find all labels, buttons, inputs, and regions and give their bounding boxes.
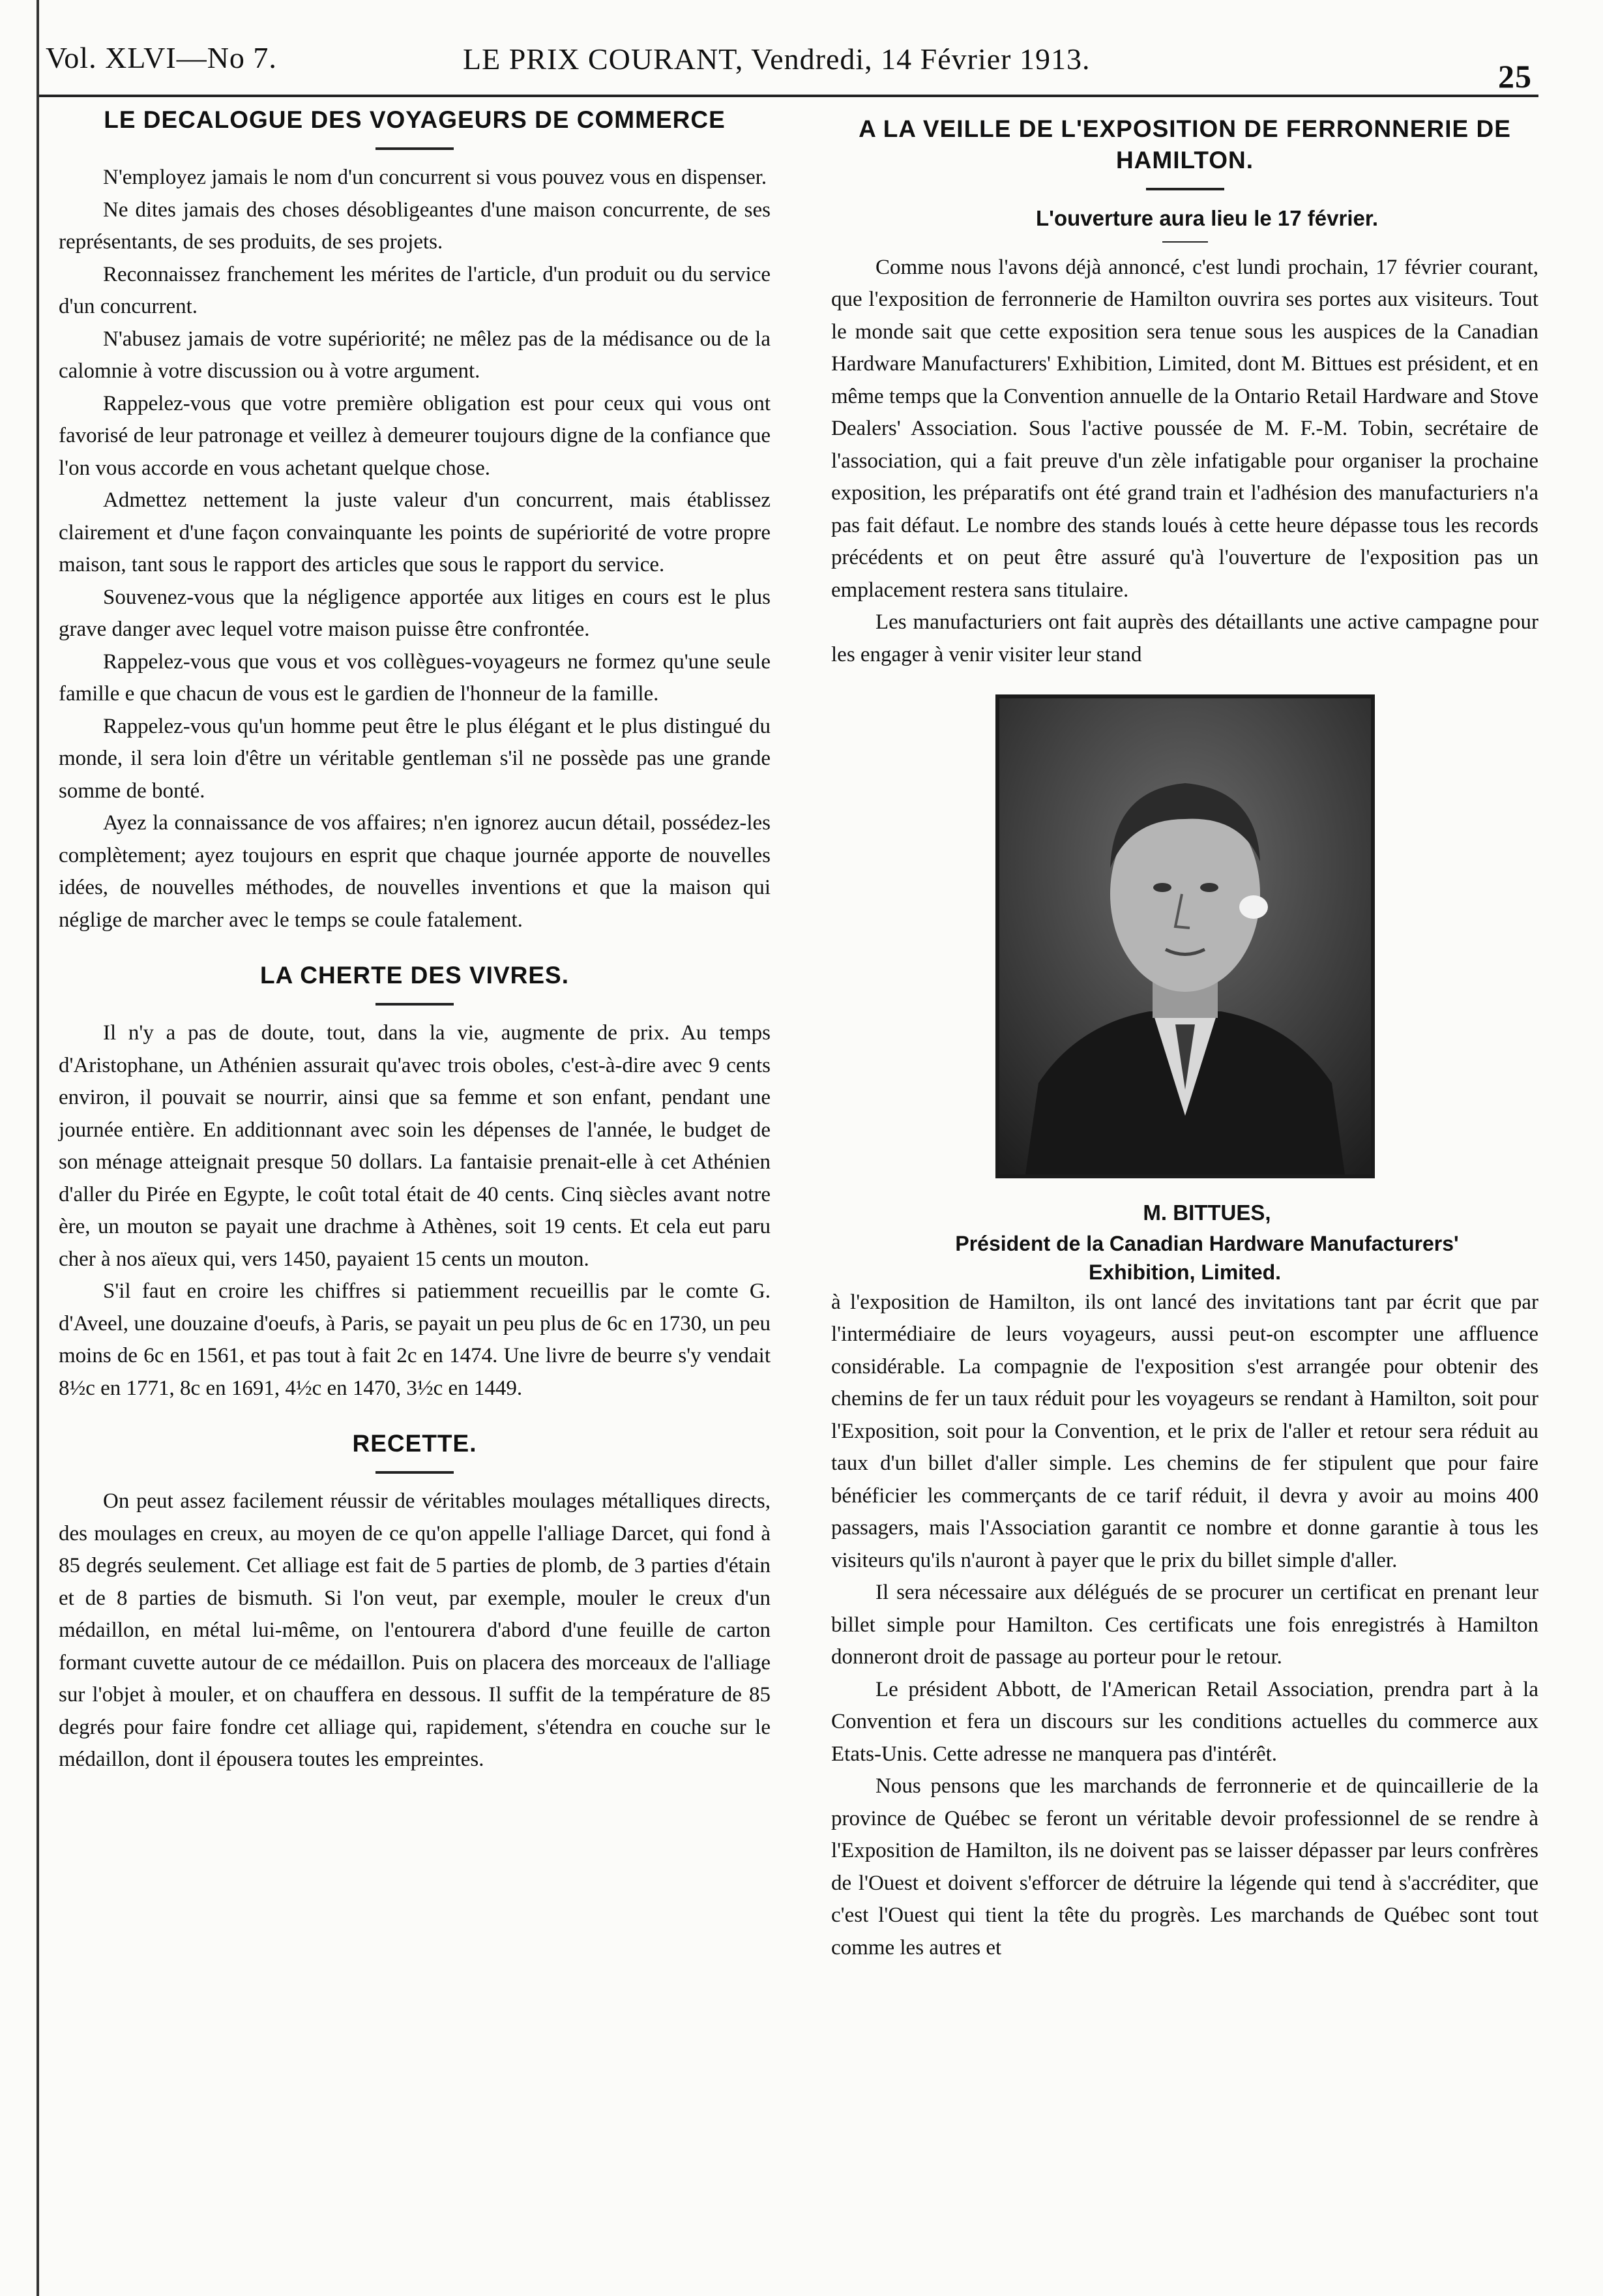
photo-caption-name: M. BITTUES, [1143, 1200, 1271, 1225]
photo-caption-title: Président de la Canadian Hardware Manufacturers' Exhibition, Limited. [955, 1231, 1459, 1284]
portrait-photo [995, 694, 1375, 1178]
heading-rule [375, 1003, 454, 1006]
page-number: 25 [1498, 58, 1532, 95]
subheading-rule [1162, 241, 1208, 243]
exposition-paragraph: à l'exposition de Hamilton, ils ont lancé des invitations tant par écrit que par l'intermédiaire de leurs voyageurs, aussi peut-on escompter une affluence considérable. La compagnie de l'exposition s'est arrangée pour obtenir des chemins de fer un taux réduit pour les voyageurs se rendant à Hamilton, soit pour l'Exposition, soit pour la Convention, et le prix de l'aller et retour sera réduit au taux d'un billet d'aller simple. Les chemins de fer stipulent que pour faire bénéficier les commerçants de ce tarif réduit, il devra y avoir au moins 400 passagers, mais l'Association garantit ce nombre et donne garantie à tous les visiteurs qu'ils n'auront à payer que le prix du billet simple d'aller. [831, 1290, 1538, 1572]
exposition-paragraph: Les manufacturiers ont fait auprès des détaillants une active campagne pour les engager à venir visiter leur stand [831, 610, 1538, 666]
decalogue-paragraph: Rappelez-vous que vous et vos collègues-voyageurs ne formez qu'une seule famille e que chacun de vous est le gardien de l'honneur de la famille. [59, 649, 771, 706]
recette-paragraph: On peut assez facilement réussir de véritables moulages métalliques directs, des moulages en creux, au moyen de ce qu'on appelle l'alliage Darcet, qui fond à 85 degrés seulement. Cet alliage est fait de 5 parties de plomb, de 3 parties d'étain et de 8 parties de bismuth. Si l'on veut, par exemple, mouler le creux d'un médaillon, en métal lui-même, on l'entourera d'abord d'une feuille de carton formant cuvette autour de ce médaillon. Puis on placera des morceaux de l'alliage sur l'objet à mouler, et on chauffera en dessous. Il suffit de la température de 85 degrés pour faire fondre cet alliage qui, rapidement, s'étendra en couche sur le médaillon, dont il épousera toutes les empreintes. [59, 1489, 771, 1771]
recette-heading: RECETTE. [352, 1430, 477, 1457]
header-divider [39, 95, 1538, 97]
exposition-heading: A LA VEILLE DE L'EXPOSITION DE FERRONNERIE DE HAMILTON. [859, 115, 1511, 173]
decalogue-paragraph: Souvenez-vous que la négligence apportée aux litiges en cours est le plus grave danger avec lequel votre maison puisse être confrontée. [59, 585, 771, 641]
cherte-paragraph: Il n'y a pas de doute, tout, dans la vie, augmente de prix. Au temps d'Aristophane, un Athénien assurait qu'avec trois oboles, c'est-à-dire avec 9 cents environ, il pouvait se nourrir, ainsi que sa femme et son enfant, pendant une journée entière. En additionnant avec soin les dépenses de l'année, le budget de son ménage atteignait presque 50 dollars. La fantaisie prenait-elle à cet Athénien d'aller du Pirée en Egypte, le coût total était de 40 cents. Cinq siècles avant notre ère, un mouton se payait une drachme à Athènes, soit 19 cents. Et cela eut paru cher à nos aïeux qui, vers 1450, payaient 15 cents un mouton. [59, 1021, 771, 1271]
decalogue-paragraph: Ayez la connaissance de vos affaires; n'en ignorez aucun détail, possédez-les complètement; ayez toujours en esprit que chaque journée apporte de nouvelles idées, de nouvelles méthodes, de nouvelles inventions et que la maison qui néglige de marcher avec le temps se coule fatalement. [59, 811, 771, 932]
spacer [59, 1405, 771, 1428]
heading-rule [375, 1471, 454, 1474]
page-header [46, 34, 1545, 95]
decalogue-paragraph: N'employez jamais le nom d'un concurrent si vous pouvez vous en dispenser. [103, 166, 767, 189]
portrait-image [999, 698, 1371, 1174]
right-column [831, 104, 1538, 1964]
heading-rule [375, 147, 454, 150]
cherte-heading: LA CHERTE DES VIVRES. [260, 962, 569, 989]
spacer [59, 936, 771, 960]
exposition-paragraph: Nous pensons que les marchands de ferronnerie et de quincaillerie de la province de Québec se feront un véritable devoir professionnel de se rendre à l'Exposition de Hamilton, ils ne doivent pas se laisser dépasser par leurs confrères de l'Ouest et doivent s'efforcer de détruire la légende qui tend à s'accréditer, que c'est l'Ouest qui tient la tête du progrès. Les marchands de Québec sont tout comme les autres et [831, 1774, 1538, 1960]
page-left-edge-line [37, 0, 39, 2296]
decalogue-paragraph: Rappelez-vous que votre première obligation est pour ceux qui vous ont favorisé de leur patronage et veillez à demeurer toujours digne de la confiance que l'on vous accorde en vous achetant quelque chose. [59, 391, 771, 480]
exposition-subheading: L'ouverture aura lieu le 17 février. [1035, 206, 1379, 230]
heading-rule [1146, 188, 1224, 190]
exposition-paragraph: Comme nous l'avons déjà annoncé, c'est lundi prochain, 17 février courant, que l'exposition de ferronnerie de Hamilton ouvrira ses portes aux visiteurs. Tout le monde sait que cette exposition sera tenue sous les auspices de la Canadian Hardware Manufacturers' Exhibition, Limited, dont M. Bittues est président, et en même temps que la Convention annuelle de la Ontario Retail Hardware and Stove Dealers' Association. Sous l'active poussée de M. F.-M. Tobin, secrétaire de l'association, qui a fait preuve d'un zèle infatigable pour organiser la prochaine exposition, les préparatifs ont été grand train et l'adhésion des manufacturiers n'a pas fait défaut. Le nombre des stands loués à cette heure dépasse tous les records précédents et on peut être assuré qu'à l'ouverture de l'exposition pas un emplacement restera sans titulaire. [831, 255, 1538, 602]
decalogue-paragraph: Rappelez-vous qu'un homme peut être le plus élégant et le plus distingué du monde, il sera loin d'être un véritable gentleman s'il ne possède pas une grande somme de bonté. [59, 714, 771, 803]
left-column [59, 104, 771, 1776]
decalogue-heading: LE DECALOGUE DES VOYAGEURS DE COMMERCE [104, 106, 726, 133]
cherte-paragraph: S'il faut en croire les chiffres si patiemment recueillis par le comte G. d'Aveel, une douzaine d'oeufs, à Paris, se payait un peu plus de 6c en 1730, un peu moins de 6c en 1561, et pas tout à fait 2c en 1474. Une livre de beurre s'y vendait 8½c en 1771, 8c en 1691, 4½c en 1470, 3½c en 1449. [59, 1279, 771, 1400]
decalogue-paragraph: Admettez nettement la juste valeur d'un concurrent, mais établissez clairement et d'une façon convainquante les points de supériorité de votre propre maison, tant sous le rapport des articles que sous le rapport du service. [59, 488, 771, 576]
decalogue-paragraph: Reconnaissez franchement les mérites de l'article, d'un produit ou du service d'un concurrent. [59, 262, 771, 318]
decalogue-paragraph: N'abusez jamais de votre supériorité; ne mêlez pas de la médisance ou de la calomnie à votre discussion ou à votre argument. [59, 327, 771, 383]
spacer [831, 104, 1538, 113]
exposition-paragraph: Le président Abbott, de l'American Retail Association, prendra part à la Convention et fera un discours sur les conditions actuelles du commerce aux Etats-Unis. Cette adresse ne manquera pas d'intérêt. [831, 1677, 1538, 1766]
exposition-paragraph: Il sera nécessaire aux délégués de se procurer un certificat en prenant leur billet simple pour Hamilton. Ces certificats une fois enregistrés à Hamilton donneront droit de passage au porteur pour le retour. [831, 1581, 1538, 1669]
newspaper-title-date: LE PRIX COURANT, Vendredi, 14 Février 1913. [463, 42, 1091, 76]
decalogue-paragraph: Ne dites jamais des choses désobligeantes d'une maison concurrente, de ses représentants, de ses produits, de ses projets. [59, 198, 771, 254]
volume-number: Vol. XLVI—No 7. [46, 41, 277, 74]
